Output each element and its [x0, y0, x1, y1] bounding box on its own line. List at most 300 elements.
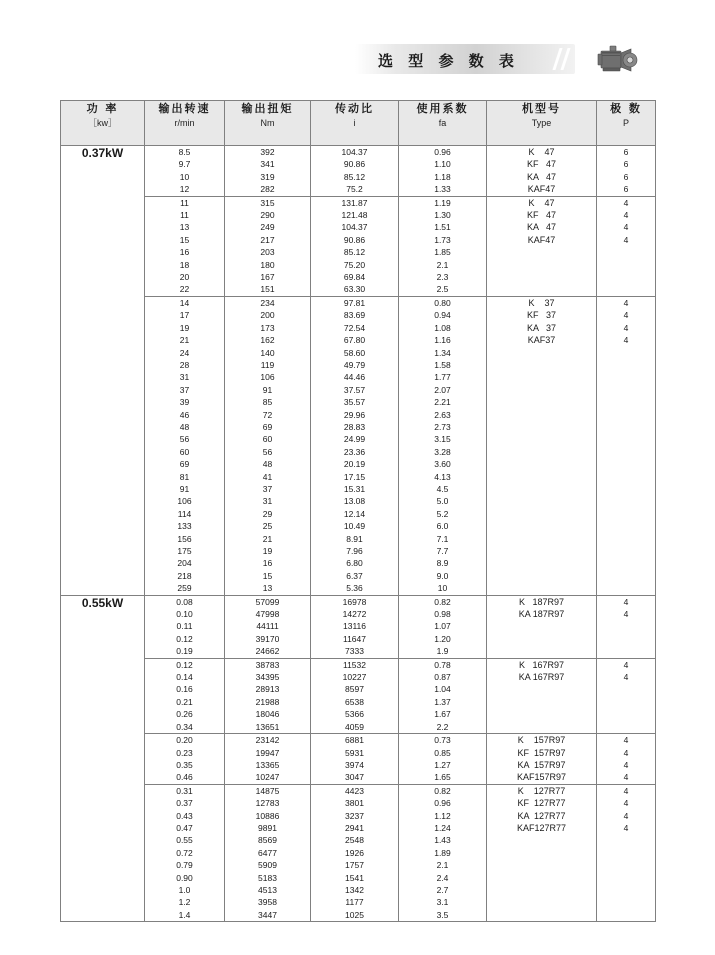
type-list [487, 659, 596, 684]
service-factor-cell [399, 658, 487, 733]
type-value: KA 187R97 [518, 609, 565, 620]
service-factor-cell-value: 1.27 [434, 759, 451, 770]
poles-cell [597, 146, 656, 197]
service-factor-cell [399, 784, 487, 921]
output-speed-cell-value: 1.0 [178, 884, 191, 895]
type-cell [487, 296, 597, 595]
poles-value: 4 [623, 747, 629, 758]
poles-value: 4 [623, 322, 629, 333]
power-rating-cell: 0.37kW [61, 146, 145, 596]
service-factor-cell-value: 6.0 [436, 521, 449, 532]
output-torque-cell [225, 146, 311, 197]
type-value: KAF47 [527, 184, 556, 195]
table-body [61, 146, 656, 922]
ratio-cell-value: 63.30 [343, 284, 366, 295]
service-factor-cell-value: 2.2 [436, 721, 449, 732]
output-torque-cell-value: 16 [262, 558, 273, 569]
ratio-cell [311, 196, 399, 296]
ratio-cell-value: 3047 [345, 772, 364, 783]
output-speed-cell-value: 17 [179, 310, 190, 321]
output-speed-cell-value: 0.11 [176, 621, 193, 632]
poles-value: 4 [623, 335, 629, 346]
service-factor-cell-value: 1.04 [434, 684, 451, 695]
output-torque-cell-value: 34395 [255, 672, 280, 683]
ratio-cell-value: 4059 [345, 721, 364, 732]
output-speed-cell-value: 39 [179, 397, 190, 408]
service-factor-cell-value: 1.85 [434, 247, 451, 258]
type-value: K 187R97 [518, 596, 565, 607]
table-row [61, 734, 656, 785]
type-value: KF 37 [526, 310, 556, 321]
output-speed-cell-value: 11 [180, 197, 189, 208]
output-speed-cell-list [145, 659, 224, 733]
ratio-cell-list [311, 596, 398, 658]
output-torque-cell-value: 234 [260, 297, 275, 308]
column-header-poles: 极 数 P [597, 101, 656, 146]
output-torque-cell-value: 341 [260, 159, 275, 170]
type-value: K 167R97 [518, 659, 565, 670]
type-value: KF 47 [526, 210, 556, 221]
ratio-cell-value: 28.83 [343, 421, 366, 432]
ratio-cell-value: 8597 [345, 684, 364, 695]
ratio-cell-value: 49.79 [343, 359, 366, 370]
poles-cell [597, 296, 656, 595]
output-torque-cell-value: 106 [260, 372, 275, 383]
output-torque-cell-value: 119 [260, 359, 275, 370]
output-torque-cell-value: 13 [262, 583, 273, 594]
service-factor-cell-value: 0.85 [434, 747, 451, 758]
ratio-cell-list [311, 734, 398, 784]
page-title: 选 型 参 数 表 [378, 52, 519, 70]
output-speed-cell-value: 0.21 [176, 696, 193, 707]
output-torque-cell-value: 217 [260, 234, 275, 245]
output-torque-cell-list [225, 146, 310, 196]
ratio-cell-list [311, 197, 398, 296]
poles-value: 4 [623, 772, 629, 783]
service-factor-cell-value: 1.24 [434, 822, 451, 833]
ratio-cell-value: 97.81 [343, 297, 366, 308]
output-torque-cell-value: 72 [262, 409, 273, 420]
service-factor-cell-value: 3.15 [434, 434, 451, 445]
ratio-cell [311, 146, 399, 197]
output-torque-cell-value: 162 [260, 335, 275, 346]
poles-cell [597, 196, 656, 296]
type-value: KA 37 [526, 322, 557, 333]
poles-list [597, 297, 655, 347]
output-speed-cell-value: 156 [177, 533, 192, 544]
service-factor-cell-value: 1.37 [434, 696, 451, 707]
output-torque-cell-value: 91 [262, 384, 273, 395]
output-torque-cell-list [225, 197, 310, 296]
output-torque-cell-value: 38783 [255, 659, 280, 670]
column-header-type: 机型号 Type [487, 101, 597, 146]
service-factor-cell-value: 4.5 [436, 483, 449, 494]
ratio-cell-value: 8.91 [346, 533, 363, 544]
output-speed-cell-value: 0.35 [176, 759, 193, 770]
type-list [487, 197, 596, 247]
output-speed-cell [145, 658, 225, 733]
poles-cell [597, 658, 656, 733]
ratio-cell-value: 29.96 [343, 409, 366, 420]
poles-value: 4 [623, 785, 629, 796]
ratio-cell-value: 13116 [342, 621, 366, 632]
output-speed-cell-value: 0.72 [176, 847, 193, 858]
output-speed-cell-value: 114 [177, 508, 192, 519]
output-speed-cell-value: 0.14 [176, 672, 193, 683]
output-torque-cell-list [225, 785, 310, 921]
service-factor-cell-value: 0.78 [434, 659, 451, 670]
ratio-cell-value: 1926 [345, 847, 364, 858]
output-speed-cell-value: 12 [179, 184, 190, 195]
type-cell [487, 658, 597, 733]
output-speed-cell-value: 11 [180, 210, 189, 221]
output-torque-cell-value: 29 [262, 508, 273, 519]
ratio-cell-value: 7333 [345, 646, 364, 657]
service-factor-cell-value: 0.80 [434, 297, 451, 308]
service-factor-cell-value: 5.0 [436, 496, 449, 507]
poles-value: 6 [623, 159, 629, 170]
output-torque-cell-value: 200 [260, 310, 275, 321]
output-speed-cell-value: 14 [179, 297, 190, 308]
output-speed-cell-value: 0.37 [176, 798, 193, 809]
type-cell [487, 196, 597, 296]
output-torque-cell-value: 31 [262, 496, 273, 507]
output-torque-cell-list [225, 297, 310, 595]
poles-value: 4 [623, 659, 629, 670]
ratio-cell-value: 6.37 [346, 570, 363, 581]
ratio-cell-value: 67.80 [343, 335, 366, 346]
output-torque-cell-value: 37 [262, 483, 273, 494]
output-torque-cell-value: 10886 [255, 810, 280, 821]
type-value: KA 127R77 [517, 810, 566, 821]
output-torque-cell-value: 18046 [255, 709, 280, 720]
spec-table-container [60, 100, 655, 922]
service-factor-cell-list [399, 146, 486, 196]
ratio-cell-value: 121.48 [341, 210, 368, 221]
service-factor-cell [399, 146, 487, 197]
table-row [61, 146, 656, 197]
service-factor-cell-value: 1.77 [434, 372, 451, 383]
output-torque-cell-value: 19 [262, 546, 273, 556]
ratio-cell-value: 6538 [345, 696, 364, 707]
output-speed-cell-value: 0.90 [176, 872, 193, 883]
output-torque-cell-value: 392 [260, 147, 275, 157]
output-speed-cell-list [145, 785, 224, 921]
service-factor-cell-value: 3.5 [436, 909, 449, 920]
service-factor-cell-value: 1.33 [434, 184, 451, 195]
ratio-cell-value: 5931 [345, 747, 364, 758]
output-speed-cell-value: 204 [177, 558, 192, 569]
type-value: KAF47 [527, 234, 556, 245]
output-speed-cell-value: 0.43 [176, 810, 193, 821]
poles-list [597, 785, 655, 835]
output-torque-cell-value: 12783 [255, 798, 280, 809]
service-factor-cell-value: 10 [437, 583, 448, 594]
service-factor-cell-value: 0.98 [434, 609, 451, 620]
ratio-cell-value: 37.57 [343, 384, 366, 395]
service-factor-cell-value: 1.12 [434, 810, 451, 821]
output-torque-cell-value: 57099 [255, 596, 280, 607]
service-factor-cell-value: 1.58 [434, 359, 451, 370]
table-row [61, 658, 656, 733]
ratio-cell-value: 13.08 [343, 496, 366, 507]
service-factor-cell-value: 4.13 [434, 471, 451, 482]
poles-value: 6 [623, 147, 629, 157]
type-value: KAF127R77 [516, 822, 567, 833]
service-factor-cell-value: 1.30 [434, 210, 451, 221]
poles-value: 4 [623, 234, 629, 245]
gear-motor-icon [588, 40, 644, 78]
output-speed-cell [145, 296, 225, 595]
type-value: KAF157R97 [516, 772, 567, 783]
output-torque-cell-value: 319 [260, 171, 275, 182]
service-factor-cell-list [399, 297, 486, 595]
output-torque-cell-value: 25 [262, 521, 273, 532]
output-torque-cell [225, 784, 311, 921]
service-factor-cell-value: 1.9 [436, 646, 449, 657]
service-factor-cell-value: 2.4 [436, 872, 449, 883]
ratio-cell-value: 3237 [345, 810, 364, 821]
ratio-cell-value: 2941 [345, 822, 364, 833]
service-factor-cell-value: 2.07 [434, 384, 451, 395]
output-torque-cell-value: 56 [262, 446, 273, 457]
output-speed-cell-value: 9.7 [178, 159, 191, 170]
output-speed-cell-value: 0.08 [176, 596, 193, 607]
poles-list [597, 197, 655, 247]
type-list [487, 596, 596, 621]
type-cell [487, 734, 597, 785]
output-torque-cell-value: 203 [260, 247, 275, 258]
service-factor-cell-value: 2.73 [434, 421, 451, 432]
ratio-cell-value: 11532 [342, 659, 366, 670]
output-torque-cell-value: 140 [260, 347, 275, 358]
output-torque-cell [225, 734, 311, 785]
ratio-cell-value: 1177 [345, 897, 364, 908]
service-factor-cell-value: 1.65 [434, 772, 451, 783]
ratio-cell-value: 1025 [345, 909, 364, 920]
service-factor-cell-value: 7.7 [436, 546, 449, 556]
output-speed-cell-value: 37 [179, 384, 190, 395]
ratio-cell-value: 5366 [345, 709, 364, 720]
ratio-cell-value: 44.46 [343, 372, 366, 383]
service-factor-cell-list [399, 785, 486, 921]
poles-value: 4 [623, 759, 629, 770]
service-factor-cell-value: 1.10 [434, 159, 451, 170]
output-torque-cell-value: 10247 [255, 772, 280, 783]
service-factor-cell-value: 3.1 [436, 897, 449, 908]
service-factor-cell-value: 0.87 [434, 672, 451, 683]
type-list [487, 785, 596, 835]
poles-value: 4 [623, 310, 629, 321]
output-speed-cell-value: 133 [177, 521, 192, 532]
column-header-service-factor: 使用系数 fa [399, 101, 487, 146]
poles-value: 4 [623, 222, 629, 233]
poles-value: 4 [623, 822, 629, 833]
output-speed-cell-value: 56 [179, 434, 190, 445]
ratio-cell-value: 10227 [342, 672, 367, 683]
service-factor-cell [399, 734, 487, 785]
type-value: KF 47 [526, 159, 556, 170]
service-factor-cell-value: 3.28 [434, 446, 451, 457]
output-speed-cell-value: 31 [179, 372, 190, 383]
poles-list [597, 596, 655, 621]
output-speed-cell-value: 21 [179, 335, 190, 346]
service-factor-cell-value: 0.82 [434, 596, 451, 607]
output-speed-cell-value: 0.47 [176, 822, 193, 833]
output-speed-cell-value: 1.2 [178, 897, 191, 908]
service-factor-cell-value: 1.89 [434, 847, 451, 858]
type-value: KA 47 [526, 171, 557, 182]
output-speed-cell-value: 60 [179, 446, 190, 457]
ratio-cell-value: 85.12 [343, 247, 366, 258]
output-torque-cell-value: 13651 [255, 721, 280, 732]
output-speed-cell-value: 0.12 [176, 633, 193, 644]
table-row [61, 595, 656, 658]
output-torque-cell-value: 48 [262, 459, 273, 470]
ratio-cell [311, 784, 399, 921]
table-row [61, 296, 656, 595]
service-factor-cell-value: 0.73 [434, 735, 451, 746]
output-torque-cell-value: 21 [262, 533, 273, 544]
poles-value: 6 [623, 184, 629, 195]
poles-list [597, 734, 655, 784]
poles-cell [597, 784, 656, 921]
ratio-cell [311, 595, 399, 658]
poles-list [597, 146, 655, 196]
output-torque-cell-value: 69 [262, 421, 273, 432]
type-value: K 37 [528, 297, 555, 308]
output-speed-cell-value: 0.20 [176, 735, 193, 746]
service-factor-cell-value: 1.18 [434, 171, 451, 182]
ratio-cell-value: 23.36 [343, 446, 366, 457]
service-factor-cell-value: 9.0 [436, 570, 449, 581]
service-factor-cell-value: 1.07 [434, 621, 451, 632]
service-factor-cell-value: 7.1 [436, 533, 449, 544]
column-header-power: 功 率 ［kw］ [61, 101, 145, 146]
table-row [61, 784, 656, 921]
ratio-cell-value: 69.84 [343, 272, 366, 283]
poles-value: 4 [623, 609, 629, 620]
output-torque-cell-value: 282 [260, 184, 275, 195]
output-speed-cell-value: 46 [179, 409, 190, 420]
service-factor-cell-value: 2.7 [436, 884, 449, 895]
type-value: KAF37 [527, 335, 556, 346]
service-factor-cell-value: 3.60 [434, 459, 451, 470]
type-list [487, 297, 596, 347]
ratio-cell-value: 5.36 [346, 583, 363, 594]
ratio-cell-value: 24.99 [343, 434, 366, 445]
output-torque-cell-value: 39170 [255, 633, 280, 644]
ratio-cell [311, 734, 399, 785]
type-value: K 47 [528, 197, 555, 208]
output-torque-cell-value: 13365 [255, 759, 280, 770]
output-torque-cell-list [225, 734, 310, 784]
output-speed-cell-value: 259 [177, 583, 192, 594]
output-speed-cell-value: 10 [179, 171, 190, 182]
ratio-cell-value: 1757 [345, 860, 364, 871]
output-torque-cell-list [225, 596, 310, 658]
ratio-cell-value: 6.80 [346, 558, 363, 569]
output-speed-cell-value: 24 [179, 347, 190, 358]
ratio-cell-value: 83.69 [343, 310, 366, 321]
output-speed-cell [145, 196, 225, 296]
ratio-cell-value: 131.87 [341, 197, 368, 208]
ratio-cell-value: 104.37 [341, 147, 368, 157]
output-torque-cell-value: 3447 [258, 909, 277, 920]
service-factor-cell [399, 595, 487, 658]
ratio-cell-value: 7.96 [346, 546, 363, 556]
output-torque-cell-value: 14875 [255, 785, 280, 796]
output-torque-cell-value: 15 [262, 570, 273, 581]
poles-value: 6 [623, 171, 629, 182]
service-factor-cell-list [399, 734, 486, 784]
service-factor-cell-value: 1.20 [434, 633, 451, 644]
service-factor-cell-value: 0.94 [434, 310, 451, 321]
type-value: KA 167R97 [518, 672, 565, 683]
type-value: KF 157R97 [517, 747, 566, 758]
service-factor-cell-value: 2.63 [434, 409, 451, 420]
type-cell [487, 595, 597, 658]
output-torque-cell-value: 3958 [258, 897, 277, 908]
service-factor-cell-value: 1.73 [434, 234, 451, 245]
column-header-output-speed: 输出转速 r/min [145, 101, 225, 146]
service-factor-cell-list [399, 197, 486, 296]
output-torque-cell-value: 315 [260, 197, 275, 208]
poles-value: 4 [623, 810, 629, 821]
service-factor-cell-value: 1.34 [434, 347, 451, 358]
ratio-cell-value: 20.19 [343, 459, 366, 470]
output-speed-cell-value: 0.26 [176, 709, 193, 720]
ratio-cell-value: 90.86 [343, 234, 366, 245]
output-torque-cell-value: 4513 [258, 884, 277, 895]
output-torque-cell-value: 19947 [255, 747, 280, 758]
output-speed-cell-value: 22 [179, 284, 190, 295]
ratio-cell-value: 72.54 [343, 322, 366, 333]
output-speed-cell-list [145, 146, 224, 196]
output-speed-cell-value: 1.4 [178, 909, 191, 920]
output-speed-cell-value: 0.46 [176, 772, 193, 783]
ratio-cell-value: 10.49 [343, 521, 366, 532]
service-factor-cell-value: 2.21 [434, 397, 451, 408]
output-speed-cell-value: 20 [179, 272, 190, 283]
output-speed-cell-value: 13 [179, 222, 190, 233]
output-torque-cell-value: 180 [260, 259, 275, 270]
column-header-ratio: 传动比 i [311, 101, 399, 146]
ratio-cell [311, 296, 399, 595]
ratio-cell-list [311, 146, 398, 196]
output-speed-cell [145, 784, 225, 921]
output-speed-cell-value: 0.23 [176, 747, 193, 758]
ratio-cell-value: 35.57 [343, 397, 366, 408]
service-factor-cell-value: 2.1 [436, 259, 449, 270]
output-speed-cell-value: 28 [179, 359, 190, 370]
output-speed-cell-list [145, 197, 224, 296]
output-torque-cell-value: 5183 [258, 872, 277, 883]
poles-list [597, 659, 655, 684]
output-speed-cell-value: 48 [179, 421, 190, 432]
ratio-cell-value: 85.12 [343, 171, 366, 182]
output-speed-cell-value: 16 [179, 247, 190, 258]
type-value: K 127R77 [517, 785, 566, 796]
output-speed-cell-value: 0.55 [176, 835, 193, 846]
service-factor-cell-list [399, 659, 486, 733]
service-factor-cell-value: 1.67 [434, 709, 451, 720]
output-torque-cell-value: 41 [262, 471, 273, 482]
ratio-cell-list [311, 785, 398, 921]
output-speed-cell-value: 0.31 [176, 785, 193, 796]
output-torque-cell-value: 24662 [255, 646, 280, 657]
output-torque-cell-list [225, 659, 310, 733]
